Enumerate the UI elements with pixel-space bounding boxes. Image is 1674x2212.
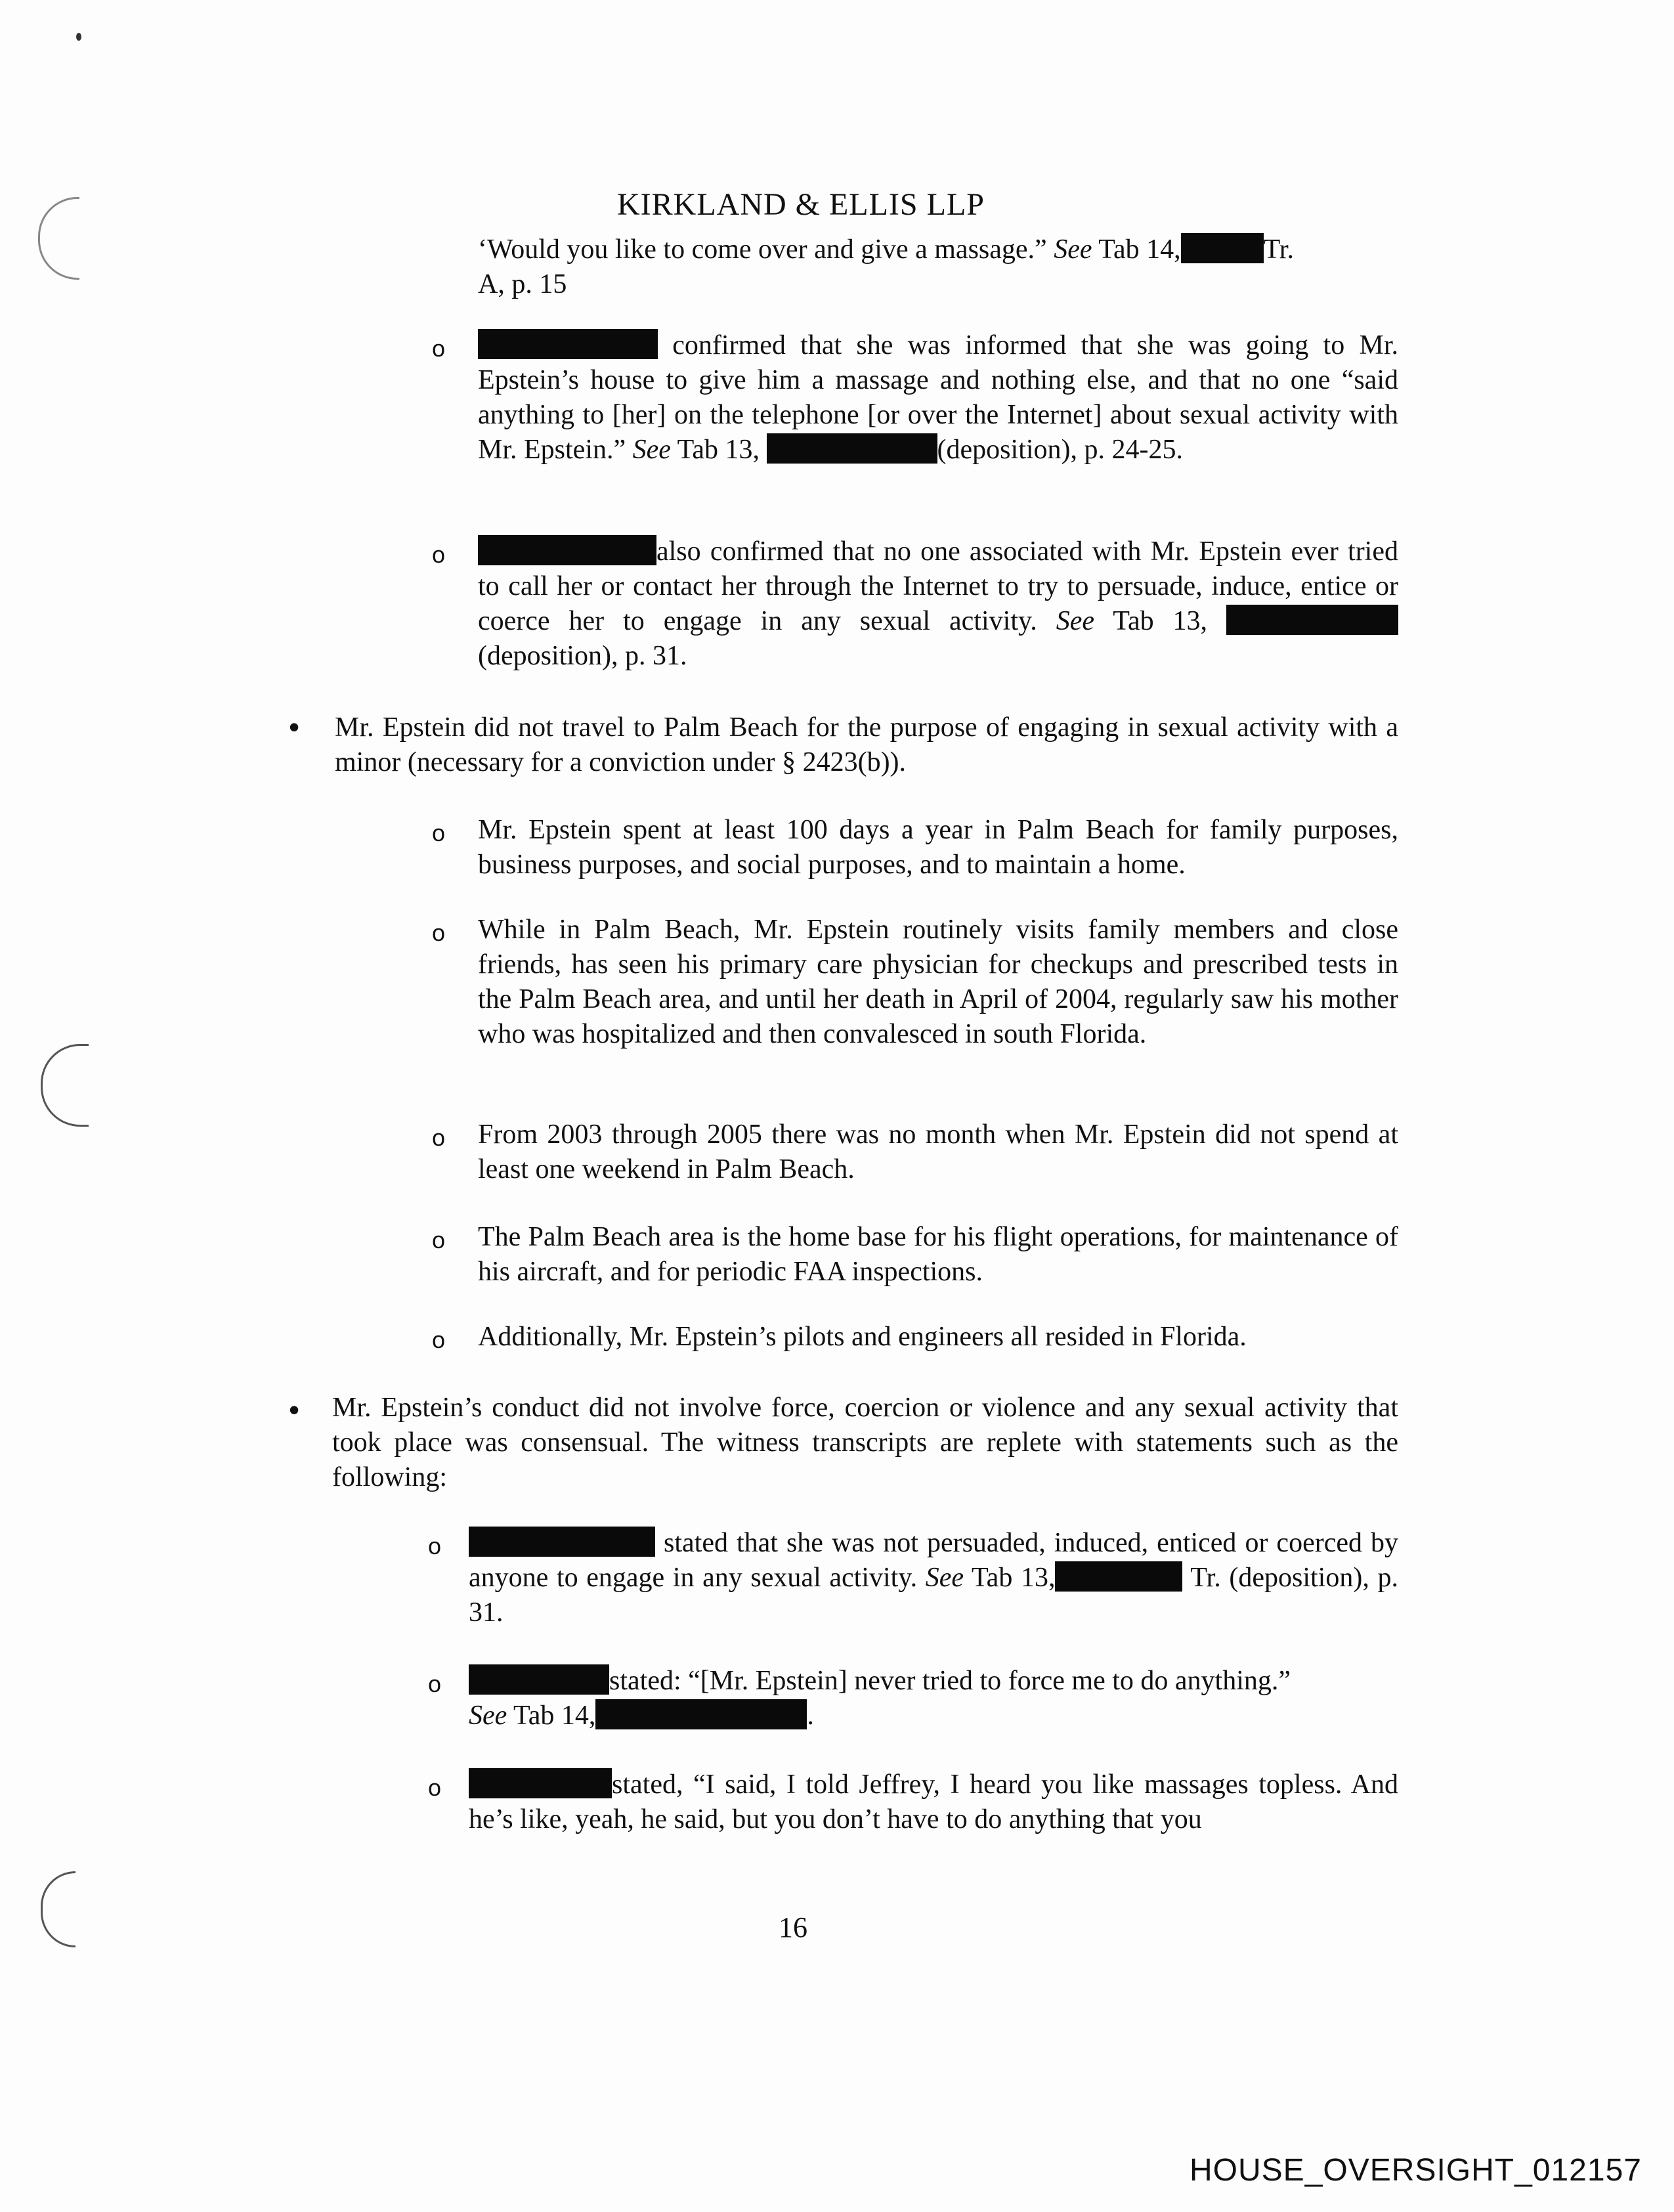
sub-bullet-text: stated, “I said, I told Jeffrey, I heard you like massages topless. And he’s like, yeah, he said, but you don’t have to do anything that you [469, 1769, 1398, 1834]
transcript-ref: Tr. [1263, 234, 1294, 265]
sub-bullet-text: While in Palm Beach, Mr. Epstein routinely visits family members and close friends, has seen his primary care physician for checkups and prescribed tests in the Palm Beach area, and until her death in April of 2004, regularly saw his mother who was hospitalized and then convalesced in south Florida. [478, 915, 1398, 1049]
see-signal: See [1054, 234, 1092, 265]
sub-bullet-marker: o [432, 541, 446, 568]
sub-bullet-item [469, 1664, 1398, 1733]
tab-ref: Tab 14, [1092, 234, 1181, 265]
sub-bullet-item [478, 534, 1398, 674]
scan-margin-arc [41, 1044, 89, 1127]
sub-bullet-marker: o [432, 1326, 446, 1353]
deposition-ref: (deposition), p. 24-25. [937, 435, 1183, 465]
sub-bullet-marker: o [428, 1670, 442, 1697]
scan-margin-arc [41, 1871, 75, 1947]
sub-bullet-marker: o [432, 819, 446, 846]
tab-ref: Tab 13, [1094, 606, 1226, 636]
redaction-box [767, 433, 937, 464]
see-signal: See [469, 1701, 507, 1731]
redaction-box [469, 1527, 655, 1557]
see-signal: See [925, 1563, 964, 1593]
bates-number: HOUSE_OVERSIGHT_012157 [1190, 2153, 1642, 2188]
firm-letterhead: KIRKLAND & ELLIS LLP [617, 187, 985, 222]
sub-bullet-text: The Palm Beach area is the home base for his flight operations, for maintenance of his aircraft, and for periodic FAA inspections. [478, 1222, 1398, 1287]
sub-bullet-text: confirmed that she was informed that she was going to Mr. Epstein’s house to give him a massage and nothing else, and that no one “said anything to [her] on the telephone [or over the Internet] about sexual activity with Mr. Epstein.” [478, 330, 1398, 465]
redaction-box [469, 1664, 609, 1695]
bullet-item [335, 710, 1398, 780]
carryover-text: ‘Would you like to come over and give a massage.” [478, 234, 1054, 265]
sub-bullet-item [469, 1767, 1398, 1837]
bullet-marker: • [289, 710, 300, 744]
deposition-ref: Tr. (deposition), p. 31. [469, 1563, 1398, 1628]
see-signal: See [1056, 606, 1095, 636]
tab-ref: Tab 13, [670, 435, 767, 465]
sub-bullet-marker: o [432, 335, 446, 362]
bullet-item [332, 1391, 1398, 1495]
bullet-text: Mr. Epstein did not travel to Palm Beach for the purpose of engaging in sexual activity with a minor (necessary for a conviction under § 2423(b)). [335, 712, 1398, 777]
tab-ref: Tab 13, [964, 1563, 1056, 1593]
tab-ref: Tab 14, [507, 1701, 596, 1731]
deposition-ref: (deposition), p. 31. [478, 641, 687, 671]
sub-bullet-item [478, 1320, 1398, 1355]
sub-bullet-item [478, 328, 1398, 467]
sub-bullet-text: also confirmed that no one associated with Mr. Epstein ever tried to call her or contact her through the Internet to try to persuade, induce, entice or coerce her to engage in any sexual activity. [478, 536, 1398, 636]
sub-bullet-text: From 2003 through 2005 there was no month when Mr. Epstein did not spend at least one weekend in Palm Beach. [478, 1119, 1398, 1184]
sub-bullet-item [478, 913, 1398, 1052]
redaction-box [469, 1768, 612, 1798]
see-signal: See [632, 435, 671, 465]
redaction-box [595, 1699, 807, 1729]
redaction-box [478, 535, 656, 565]
carryover-paragraph [478, 232, 1398, 302]
sub-bullet-marker: o [432, 1226, 446, 1253]
scan-speck [76, 33, 81, 41]
page-number: 16 [779, 1911, 807, 1943]
citation-end: . [807, 1701, 814, 1731]
sub-bullet-text: Mr. Epstein spent at least 100 days a year in Palm Beach for family purposes, business purposes, and social purposes, and to maintain a home. [478, 815, 1398, 880]
sub-bullet-text: stated: “[Mr. Epstein] never tried to force me to do anything.” [609, 1666, 1291, 1696]
redaction-box [1181, 233, 1264, 263]
sub-bullet-item [469, 1526, 1398, 1630]
sub-bullet-text: Additionally, Mr. Epstein’s pilots and engineers all resided in Florida. [478, 1322, 1247, 1352]
sub-bullet-marker: o [432, 1124, 446, 1151]
redaction-box [1055, 1561, 1182, 1592]
sub-bullet-text: stated that she was not persuaded, induced, enticed or coerced by anyone to engage in any sexual activity. [469, 1528, 1398, 1593]
sub-bullet-marker: o [428, 1774, 442, 1801]
bullet-marker: • [289, 1393, 300, 1427]
sub-bullet-item [478, 813, 1398, 882]
sub-bullet-marker: o [428, 1532, 442, 1559]
carryover-page-ref: A, p. 15 [478, 269, 567, 299]
redaction-box [1226, 605, 1398, 635]
sub-bullet-marker: o [432, 919, 446, 946]
bullet-text: Mr. Epstein’s conduct did not involve force, coercion or violence and any sexual activity that took place was consensual. The witness transcripts are replete with statements such as the following: [332, 1393, 1398, 1492]
redaction-box [478, 329, 658, 359]
sub-bullet-item [478, 1117, 1398, 1187]
sub-bullet-item [478, 1220, 1398, 1290]
scan-margin-arc [38, 197, 79, 280]
